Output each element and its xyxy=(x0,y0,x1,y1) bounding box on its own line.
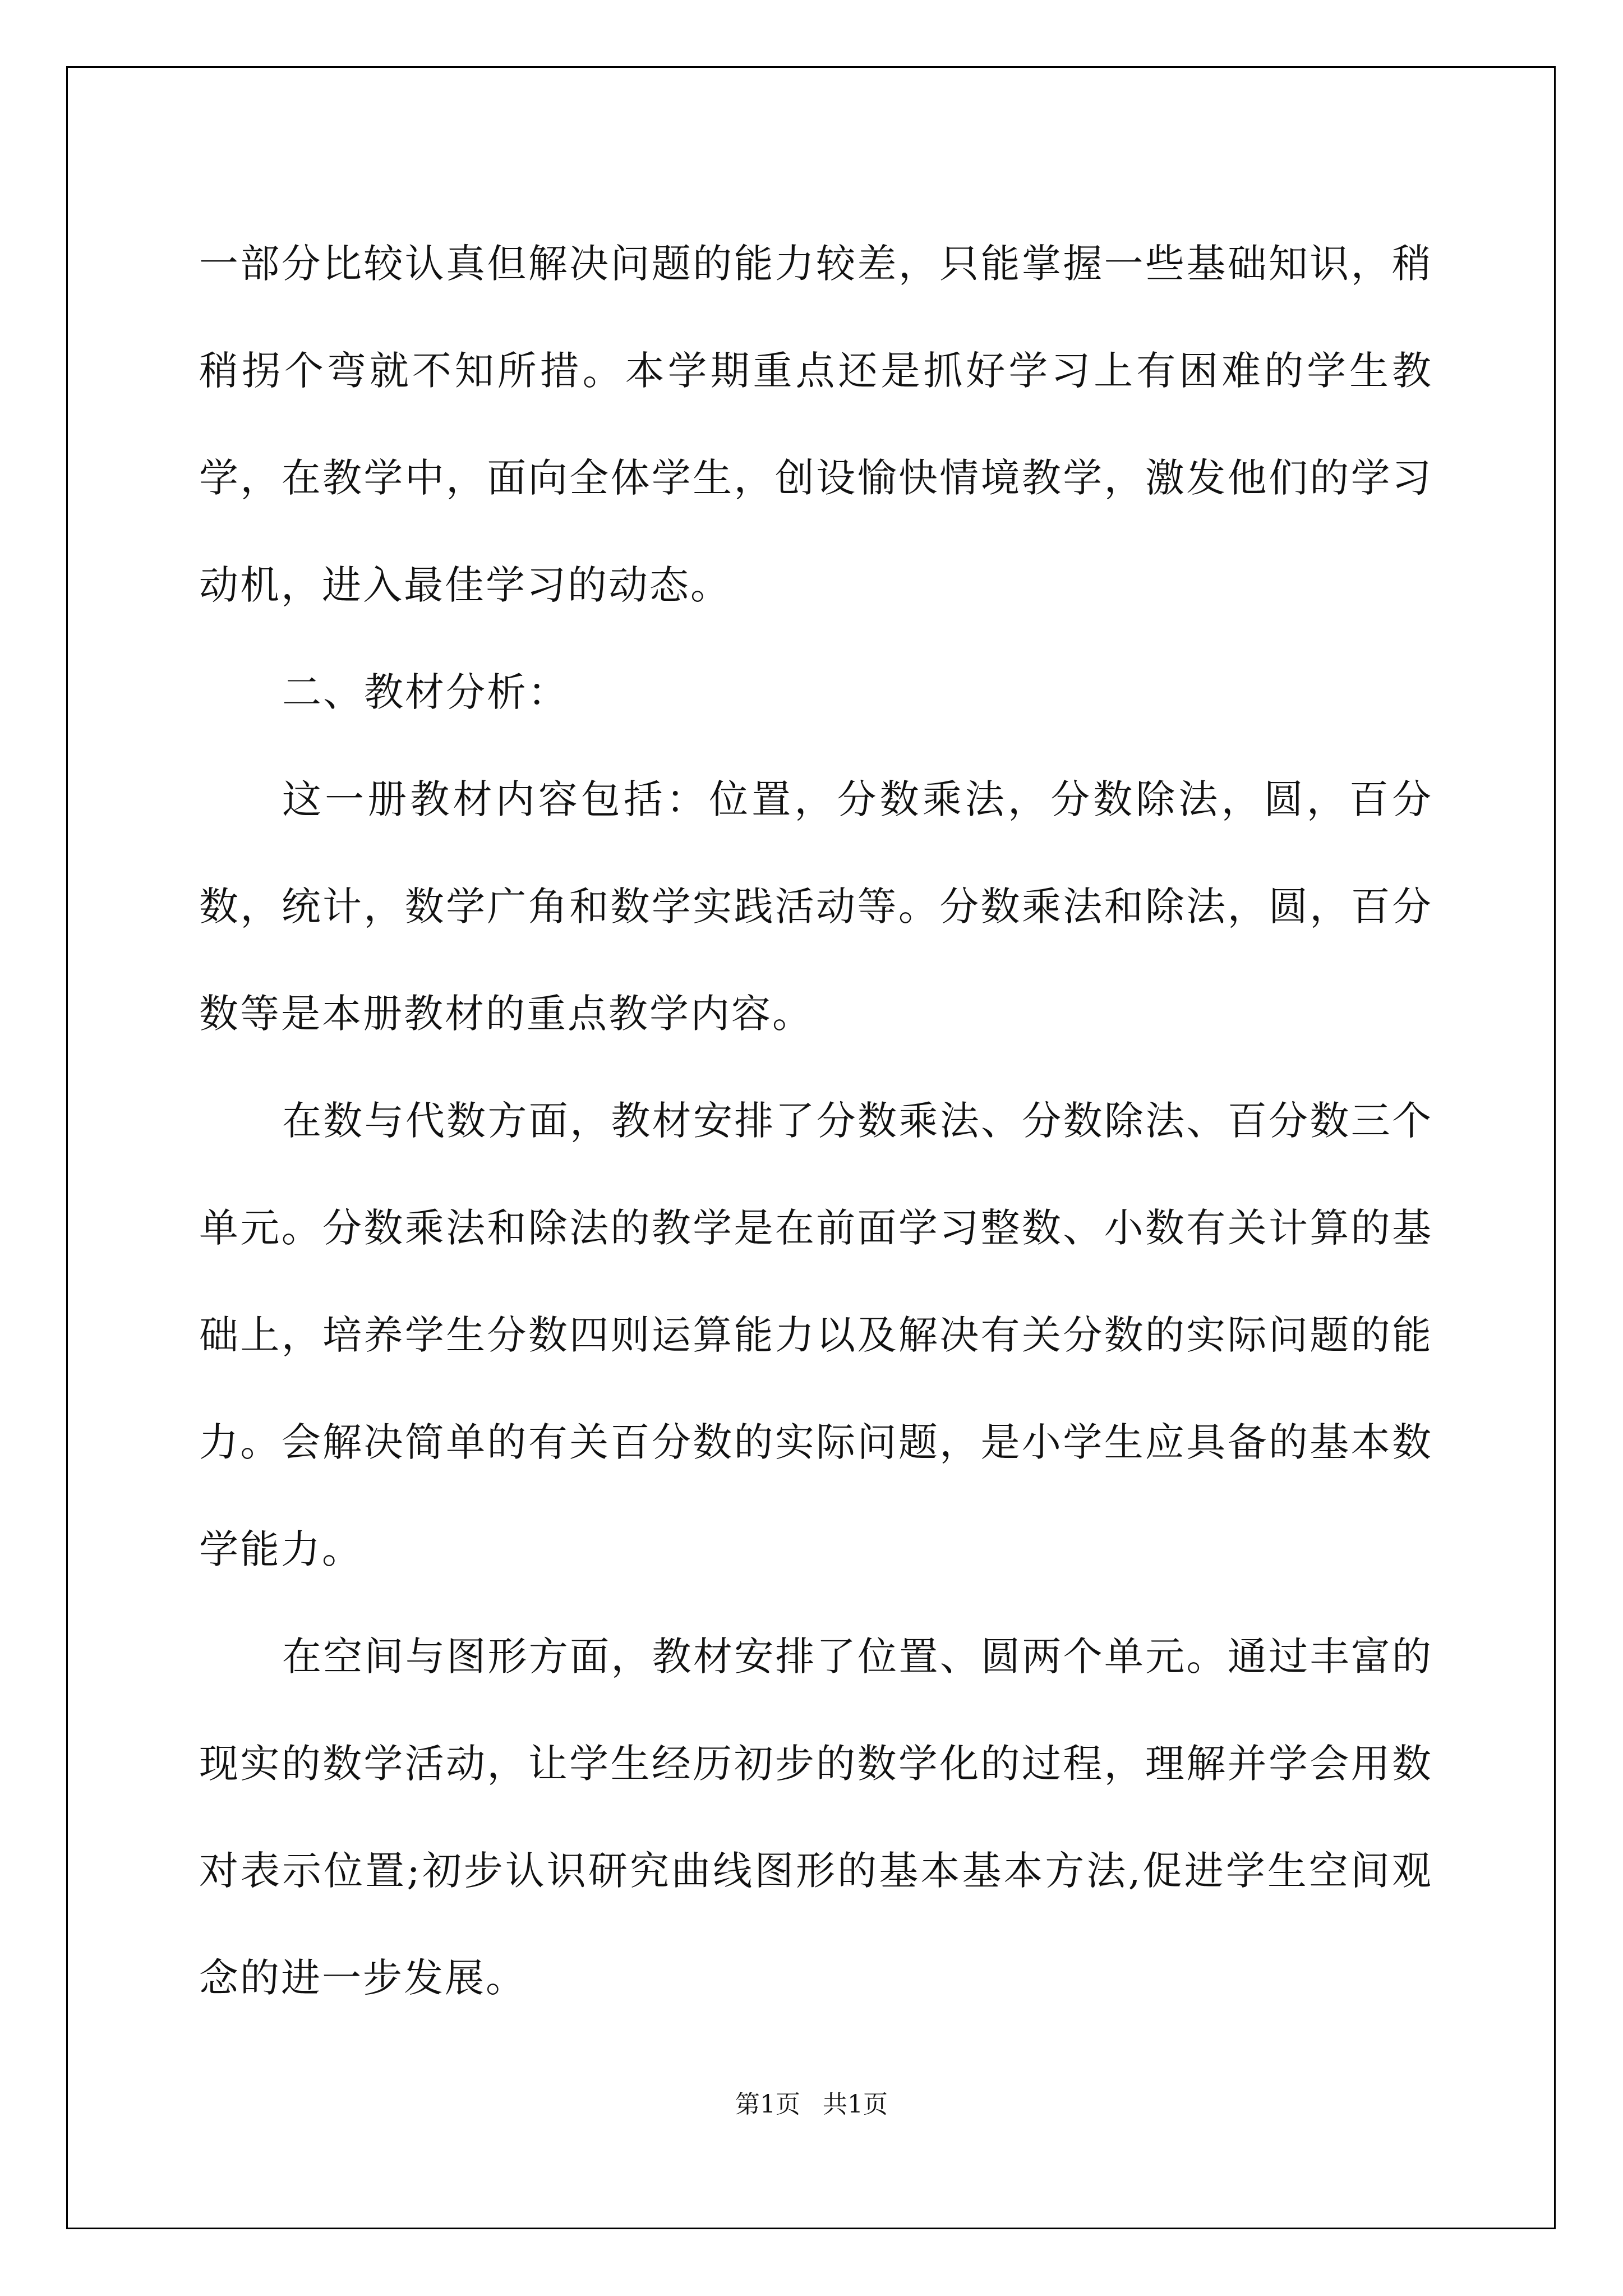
section-heading-textbook-analysis: 二、教材分析： xyxy=(282,669,569,715)
document-body xyxy=(199,210,1433,2032)
paragraph-textbook-contents: 这一册教材内容包括：位置，分数乘法，分数除法，圆，百分数，统计，数学广角和数学实践活动等。分数乘法和除法，圆，百分数等是本册教材的重点教学内容。 xyxy=(199,776,1433,1037)
paragraph-space-figures: 在空间与图形方面，教材安排了位置、圆两个单元。通过丰富的现实的数学活动，让学生经历初步的数学化的过程，理解并学会用数对表示位置;初步认识研究曲线图形的基本基本方法,促进学生空间观念的进一步发展。 xyxy=(199,1634,1433,2001)
page-footer xyxy=(0,2084,1623,2120)
paragraph-1: 一部分比较认真但解决问题的能力较差，只能掌握一些基础知识，稍稍拐个弯就不知所措。本学期重点还是抓好学习上有困难的学生教学，在教学中，面向全体学生，创设愉快情境教学，激发他们的学习动机，进入最佳学习的动态。 xyxy=(199,241,1433,608)
page-number: 第1页 xyxy=(735,2090,800,2119)
paragraph-numbers-algebra: 在数与代数方面，教材安排了分数乘法、分数除法、百分数三个单元。分数乘法和除法的教学是在前面学习整数、小数有关计算的基础上，培养学生分数四则运算能力以及解决有关分数的实际问题的能力。会解决简单的有关百分数的实际问题，是小学生应具备的基本数学能力。 xyxy=(199,1098,1433,1572)
page-total: 共1页 xyxy=(823,2090,888,2119)
